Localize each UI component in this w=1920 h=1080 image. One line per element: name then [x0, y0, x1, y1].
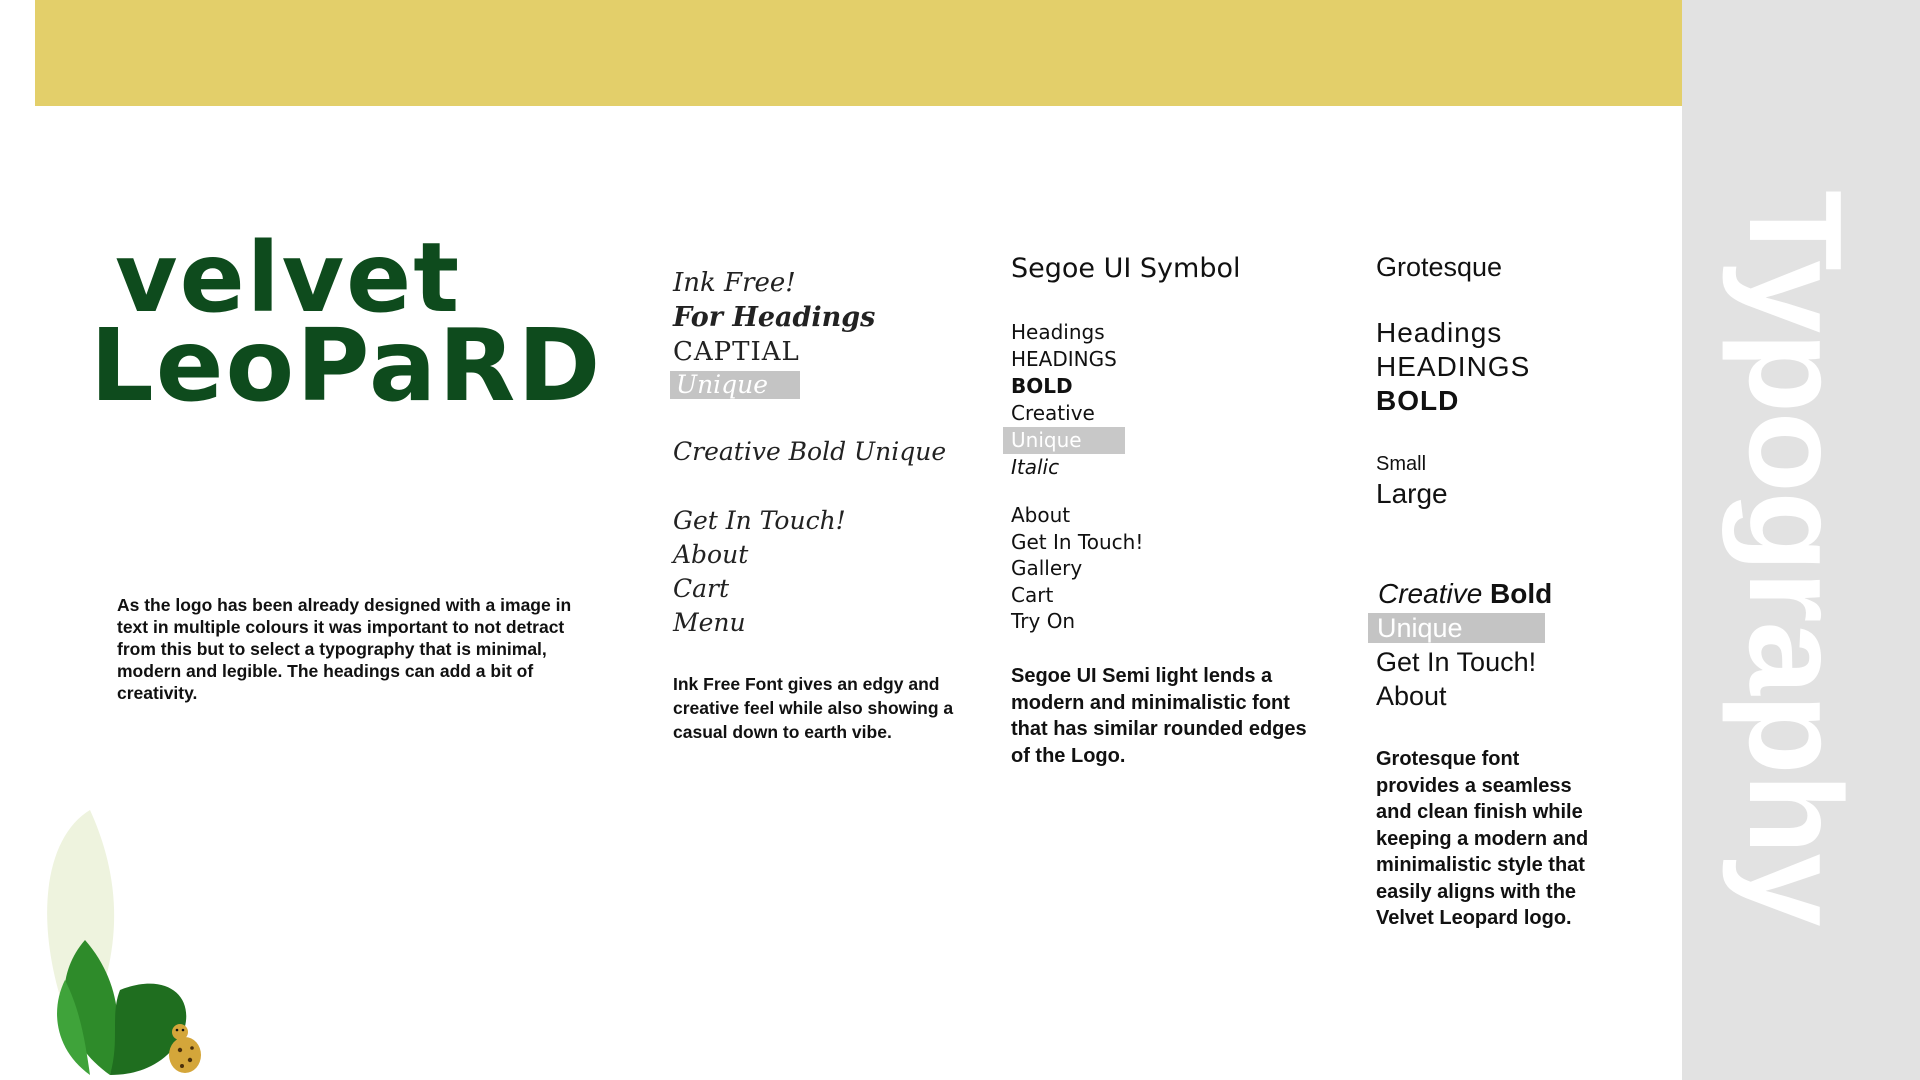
grotesque-creative-bold-sample	[1378, 578, 1552, 610]
brand-logo	[90, 222, 603, 425]
leopard-icon	[169, 1024, 201, 1073]
ink-nav-item: Menu	[673, 608, 746, 637]
grotesque-sample-item: Headings	[1376, 317, 1503, 348]
logo-word-velvet: velvet	[115, 222, 462, 334]
grotesque-nav-samples	[1376, 645, 1536, 713]
top-banner	[35, 0, 1717, 106]
segoe-sample-item: Italic	[1011, 455, 1060, 479]
logo-description: As the logo has been already designed with a image in text in multiple colours it was important to not detract from this but to select a typography that is minimal, modern and legible. The headings can add a bit of creativity.	[117, 595, 572, 703]
segoe-nav-item: Get In Touch!	[1011, 529, 1144, 554]
segoe-nav-samples	[1011, 502, 1143, 635]
ink-free-description: Ink Free Font gives an edgy and creative feel while also showing a casual down to earth vibe.	[673, 674, 954, 742]
ink-nav-item: Cart	[673, 574, 730, 603]
ink-nav-item: About	[673, 540, 749, 569]
ink-free-capital-sample: CAPTIAL	[673, 337, 800, 367]
grotesque-nav-item: About	[1376, 681, 1447, 711]
segoe-sample-item: Headings	[1011, 320, 1105, 344]
grotesque-nav-item: Get In Touch!	[1376, 647, 1537, 677]
ink-nav-item: Get In Touch!	[673, 506, 846, 535]
logo-word-leopard: LeoPaRD	[90, 307, 603, 425]
grotesque-creative-word: Creative	[1378, 578, 1483, 609]
grotesque-sample-item: BOLD	[1376, 385, 1460, 416]
section-title: Typography	[1722, 190, 1869, 926]
segoe-description: Segoe UI Semi light lends a modern and minimalistic font that has similar rounded edges of the Logo.	[1011, 665, 1307, 767]
segoe-title: Segoe UI Symbol	[1011, 253, 1241, 284]
grotesque-unique-sample: Unique	[1368, 613, 1545, 643]
grotesque-style-samples	[1376, 316, 1530, 418]
segoe-nav-item: About	[1011, 503, 1071, 527]
grotesque-description: Grotesque font provides a seamless and clean finish while keeping a modern and minimalistic style that easily aligns with the Velvet Leopard logo.	[1376, 748, 1589, 929]
segoe-sample-item: Creative	[1011, 401, 1095, 425]
segoe-nav-item: Gallery	[1011, 556, 1083, 580]
segoe-nav-item: Try On	[1011, 609, 1076, 633]
grotesque-title: Grotesque	[1376, 252, 1503, 282]
grotesque-bold-word: Bold	[1490, 578, 1553, 609]
ink-free-unique-sample: Unique	[670, 371, 800, 399]
segoe-sample-item: HEADINGS	[1011, 347, 1117, 371]
segoe-sample-item: Unique	[1003, 427, 1125, 454]
leaf-illustration	[30, 800, 220, 1080]
ink-free-headings-sample: For Headings	[673, 302, 876, 333]
grotesque-large-sample: Large	[1376, 478, 1448, 509]
grotesque-sample-item: HEADINGS	[1376, 351, 1531, 382]
ink-free-creative-sample: Creative Bold Unique	[673, 437, 947, 466]
ink-free-nav-samples	[673, 504, 846, 640]
grotesque-small-sample: Small	[1376, 453, 1427, 475]
segoe-style-samples	[1011, 319, 1125, 481]
segoe-nav-item: Cart	[1011, 582, 1054, 607]
segoe-sample-item: BOLD	[1011, 374, 1073, 398]
ink-free-title: Ink Free!	[673, 268, 796, 298]
